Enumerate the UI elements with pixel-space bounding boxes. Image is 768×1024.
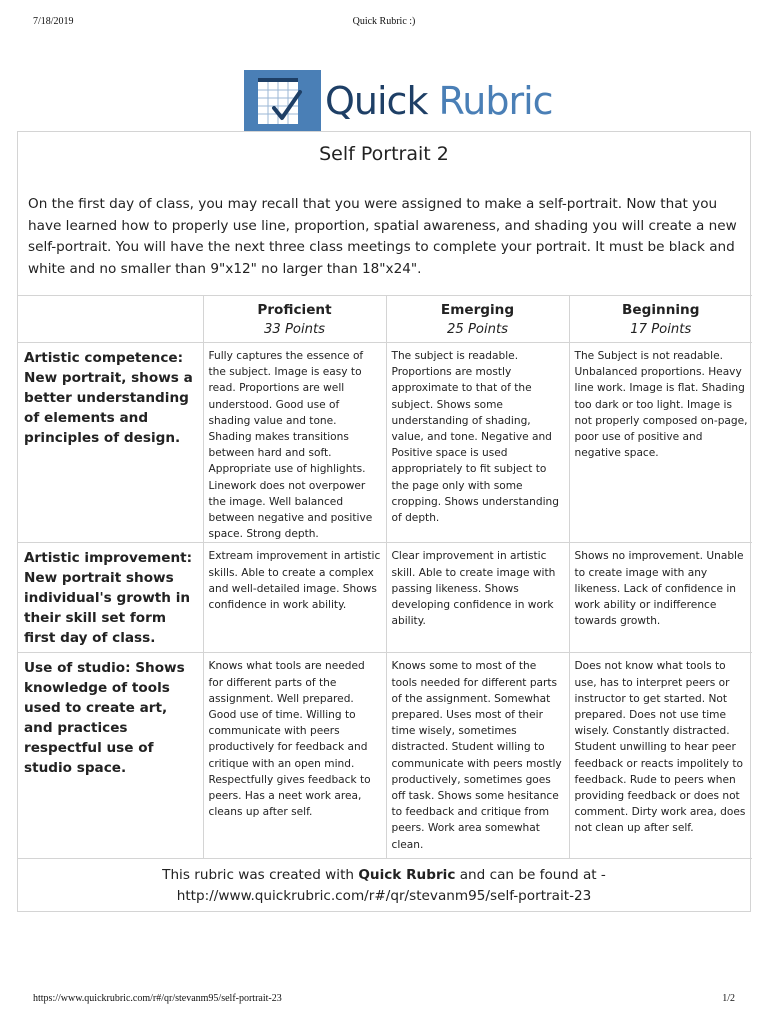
logo-word-rubric: Rubric [438,79,553,123]
criterion-name: Artistic competence: New portrait, shows a better understanding of elements and principles of design. [18,343,203,543]
descriptor-cell: Extream improvement in artistic skills. Able to create a complex and well-detailed image. Shows confidence in work ability. [203,543,386,653]
quick-rubric-logo[interactable] [244,70,553,132]
descriptor-cell: The Subject is not readable. Unbalanced proportions. Heavy line work. Image is flat. Shading too dark or too light. Image is not properly composed on-page, poor use of positive and negative space. [569,343,752,543]
descriptor-cell: Clear improvement in artistic skill. Able to create image with passing likeness. Shows developing confidence in work ability. [386,543,569,653]
criterion-name: Use of studio: Shows knowledge of tools used to create art, and practices respectful use of studio space. [18,653,203,859]
corner-cell [18,296,203,343]
level-points: 33 Points [263,322,326,337]
criterion-row [18,653,752,859]
rubric-description: On the first day of class, you may recall that you were assigned to make a self-portrait. Now that you have learned how to properly use line, proportion, spatial awareness, and shading you will create a new self-portrait. You will have the next three class meetings to complete your portrait. It must be black and white and no smaller than 9"x12" no larger than 18"x24". [28,196,737,277]
credit-prefix: This rubric was created with [162,867,359,884]
descriptor-cell: Fully captures the essence of the subject. Image is easy to read. Proportions are well understood. Good use of shading value and tone. Shading makes transitions between hard and soft. Appropriate use of highlights. Linework does not overpower the image. Well balanced between negative and positive space. Strong depth. [203,343,386,543]
rubric-sheet [17,131,751,912]
level-header [386,296,569,343]
level-header-row [18,296,752,343]
level-points: 17 Points [630,322,692,337]
criterion-name: Artistic improvement: New portrait shows individual's growth in their skill set form first day of class. [18,543,203,653]
checklist-icon [244,70,321,132]
level-header [569,296,752,343]
rubric-link[interactable]: http://www.quickrubric.com/r#/qr/stevanm95/self-portrait-23 [176,888,592,905]
credit-suffix: and can be found at - [455,867,606,884]
level-name: Beginning [622,302,700,318]
level-name: Emerging [440,302,515,318]
print-page-title: Quick Rubric :) [352,16,416,27]
rubric-title: Self Portrait 2 [319,143,449,165]
descriptor-cell: Knows some to most of the tools needed for different parts of the assignment. Somewhat prepared. Uses most of their time wisely, sometimes distracted. Student willing to communicate with peers mostly productively, sometimes goes off task. Shows some hesitance to feedback and critique from peers. Work area somewhat clean. [386,653,569,859]
rubric-table [18,295,752,859]
criterion-row [18,343,752,543]
level-points: 25 Points [446,322,509,337]
descriptor-cell: Does not know what tools to use, has to interpret peers or instructor to get started. Not prepared. Does not use time wisely. Constantly distracted. Student unwilling to hear peer feedback or reacts impolitely to feedback. Rude to peers when providing feedback or does not comment. Dirty work area, does not clean up after self. [569,653,752,859]
print-date: 7/18/2019 [33,16,74,27]
descriptor-cell: Knows what tools are needed for different parts of the assignment. Well prepared. Good use of time. Willing to communicate with peers productively for feedback and critique with an open mind. Respectfully gives feedback to peers. Has a neet work area, cleans up after self. [203,653,386,859]
rubric-credit [18,859,750,911]
logo-word-quick: Quick [325,79,428,123]
credit-brand: Quick Rubric [358,867,456,884]
page-number: 1/2 [722,993,735,1004]
print-url: https://www.quickrubric.com/r#/qr/stevanm95/self-portrait-23 [33,993,282,1004]
descriptor-cell: Shows no improvement. Unable to create image with any likeness. Lack of confidence in work ability or indifference towards growth. [569,543,752,653]
level-name: Proficient [257,302,332,318]
logo-wordmark [325,79,553,123]
descriptor-cell: The subject is readable. Proportions are mostly approximate to that of the subject. Shows some understanding of shading, value, and tone. Negative and Positive space is used appropriately to fit subject to the page only with some cropping. Shows understanding of depth. [386,343,569,543]
level-header [203,296,386,343]
criterion-row [18,543,752,653]
